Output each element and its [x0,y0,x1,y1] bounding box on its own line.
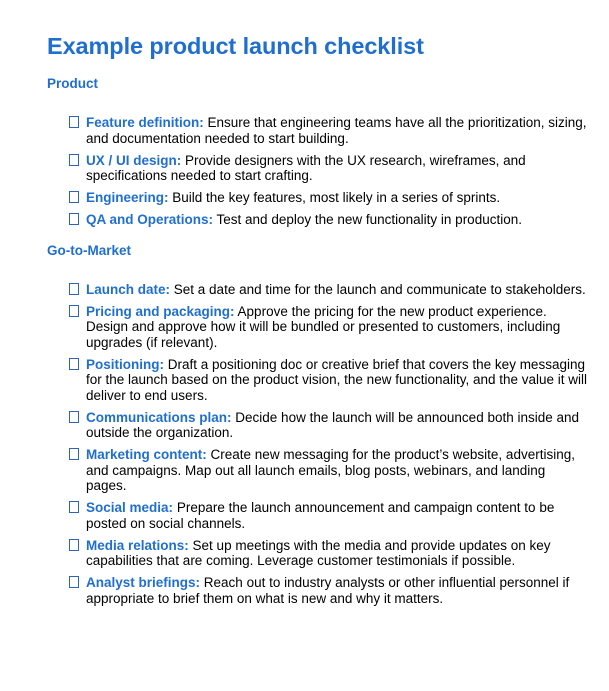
item-text: Approve the pricing for the new product experience. Design and approve how it will be bundled or presented to customers, including upgrades (if relevant). [86,303,561,350]
item-text: Set up meetings with the media and provide updates on key capabilities that are coming. Leverage customer testimonials if possible. [86,537,551,568]
checklist-item [47,282,589,298]
item-text: Provide designers with the UX research, wireframes, and specifications needed to start crafting. [86,152,526,183]
item-text: Test and deploy the new functionality in production. [216,212,522,227]
item-term: Pricing and packaging: [86,303,235,319]
item-text: Prepare the launch announcement and campaign content to be posted on social channels. [86,500,555,531]
checkbox[interactable] [69,411,79,423]
checklist-item [47,357,589,404]
checklist-item [47,190,589,206]
item-text: Build the key features, most likely in a series of sprints. [172,190,501,205]
checkbox[interactable] [69,501,79,513]
checkbox[interactable] [69,539,79,551]
item-term: Communications plan: [86,409,232,425]
checklist-item [47,410,589,441]
checkbox[interactable] [69,283,79,295]
checkbox[interactable] [69,358,79,370]
checklist-item [47,304,589,351]
item-term: Marketing content: [86,447,207,462]
item-text: Decide how the launch will be announced both inside and outside the organization. [86,409,580,440]
item-term: Launch date: [86,281,171,297]
go-to-market-checklist [47,282,589,607]
checklist-item [47,153,589,184]
section-heading-go-to-market: Go-to-Market [47,242,131,258]
checklist-item [47,212,589,228]
section-heading-product: Product [47,76,99,91]
checkbox[interactable] [69,154,79,166]
item-text: Ensure that engineering teams have all the prioritization, sizing, and documentation needed to start building. [86,115,587,146]
checklist-item [47,500,589,531]
item-term: Social media: [86,500,174,515]
checkbox[interactable] [69,576,79,588]
item-term: Media relations: [86,537,189,553]
checklist-item [47,447,589,494]
item-text: Reach out to industry analysts or other influential personnel if appropriate to brief them on what is new and why it matters. [86,575,570,606]
checkbox[interactable] [69,191,79,203]
checklist-item [47,538,589,569]
item-term: Engineering: [86,190,169,205]
item-term: Feature definition: [86,115,204,130]
product-checklist [47,115,589,228]
checklist-item [47,575,589,606]
checklist-item [47,115,589,146]
item-text: Set a date and time for the launch and communicate to stakeholders. [173,281,586,297]
item-text: Draft a positioning doc or creative brief that covers the key messaging for the launch based on the product vision, the new functionality, and the value it will deliver to end users. [86,356,588,403]
item-term: QA and Operations: [86,212,214,227]
checkbox[interactable] [69,116,79,128]
item-term: UX / UI design: [86,152,182,168]
document-title: Example product launch checklist [47,33,424,59]
checkbox[interactable] [69,213,79,225]
checkbox[interactable] [69,305,79,317]
checkbox[interactable] [69,448,79,460]
item-term: Analyst briefings: [86,575,201,590]
item-term: Positioning: [86,356,164,372]
item-text: Create new messaging for the product’s website, advertising, and campaigns. Map out all launch emails, blog posts, webinars, and landing pages. [86,447,575,493]
